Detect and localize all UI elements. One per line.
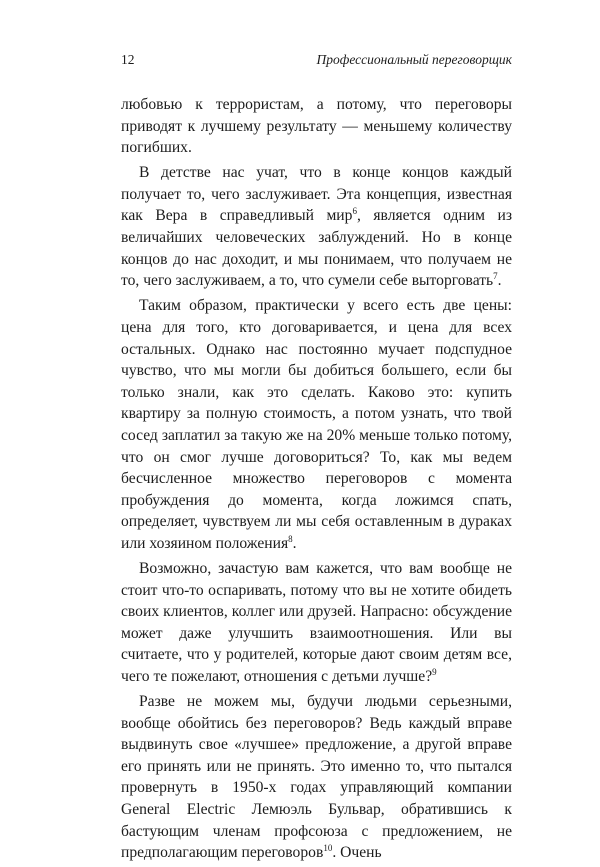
- paragraph-5: [121, 691, 512, 864]
- paragraph-5-text-b: . Очень: [332, 844, 382, 862]
- page-header: [121, 52, 512, 72]
- paragraph-3-text-a: Таким образом, практически у всего есть две цены: цена для того, кто договаривается, и цена для всех остальных. Однако нас постоянно мучает подспудное чувство, что мы могли бы добиться большего, если бы только знали, как это сделать. Каково это: купить квартиру за полную стоимость, а потом узнать, что твой сосед заплатил за такую же на 20% меньше только потому, что он смог лучше договориться? То, как мы ведем бесчисленное множество переговоров с момента пробуждения до момента, когда ложимся спать, определяет, чувствуем ли мы себя оставленным в дураках или хозяином положения: [121, 297, 512, 552]
- paragraph-4-text-a: Возможно, зачастую вам кажется, что вам вообще не стоит что-то оспаривать, потому что вы не хотите обидеть своих клиентов, коллег или друзей. Напрасно: обсуждение может даже улучшить взаимоотношения. Или вы считаете, что у родителей, которые дают своим детям все, чего те пожелают, отношения с детьми лучше?: [121, 559, 512, 685]
- paragraph-3: [121, 295, 512, 554]
- paragraph-2: [121, 162, 512, 292]
- footnote-ref-8[interactable]: 8: [288, 533, 293, 544]
- paragraph-1: любовью к террористам, а потому, что переговоры приводят к лучшему результату — меньшему количеству погибших.: [121, 96, 512, 157]
- main-text: [121, 94, 512, 867]
- running-title: Профессиональный переговорщик: [316, 52, 512, 67]
- footnote-ref-6[interactable]: 6: [352, 206, 357, 217]
- page-number: 12: [121, 52, 135, 67]
- paragraph-4: [121, 558, 512, 688]
- footnote-ref-7[interactable]: 7: [493, 271, 498, 282]
- paragraph-2-text-b: , является одним из величайших человеческих заблуждений. Но в конце концов до нас доходит, и мы понимаем, что получаем не то, чего заслуживаем, а то, что сумели себе выторговать: [121, 207, 513, 290]
- footnote-ref-9[interactable]: 9: [432, 666, 437, 677]
- paragraph-3-text-b: .: [292, 534, 297, 552]
- paragraph-5-text-a: Разве не можем мы, будучи людьми серьезными, вообще обойтись без переговоров? Ведь каждый вправе выдвинуть свое «лучшее» предложение, а другой вправе его принять или не принять. Это именно то, что пытался провернуть в 1950-х годах управляющий компании General Electric Лемюэль Бульвар, обратившись к бастующим членам профсоюза с предложением, не предполагающим переговоров: [121, 693, 512, 862]
- footnote-ref-10[interactable]: 10: [323, 843, 333, 853]
- paragraph-2-text-a: В детстве нас учат, что в конце концов каждый получает то, чего заслуживает. Эта концепция, известная как Вера в справедливый мир: [121, 164, 512, 225]
- paragraph-2-text-c: .: [497, 272, 502, 290]
